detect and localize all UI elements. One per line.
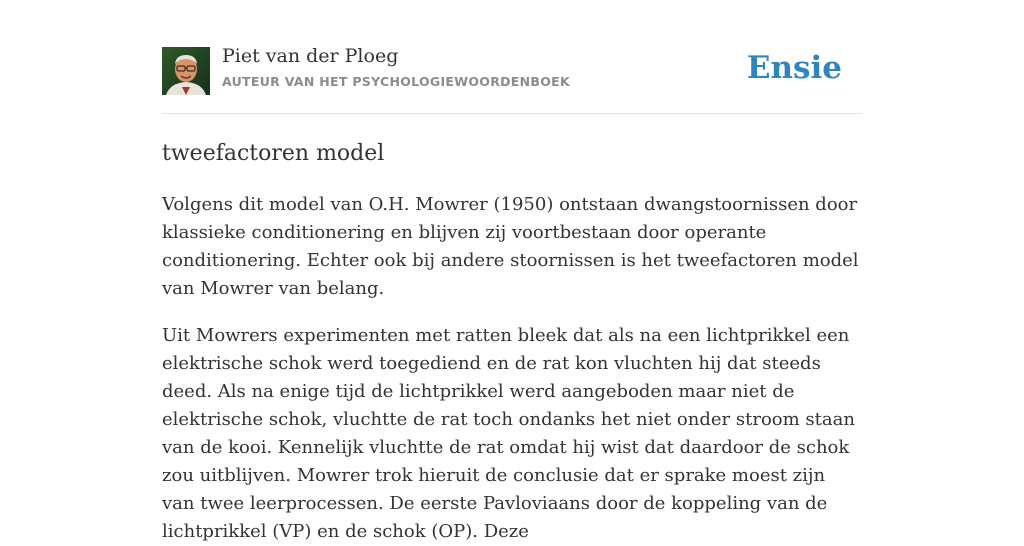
author-avatar[interactable]	[162, 47, 210, 95]
entry-paragraph-2: Uit Mowrers experimenten met ratten bleek dat als na een lichtprikkel een elektrische schok werd toegediend en de rat kon vluchten hij dat steeds deed. Als na enige tijd de lichtprikkel werd aangeboden maar niet de elektrische schok, vluchtte de rat toch ondanks het niet onder stroom staan van de kooi. Kennelijk vluchtte de rat omdat hij wist dat daardoor de schok zou uitblijven. Mowrer trok hieruit de conclusie dat er sprake moest zijn van twee leerprocessen. De eerste Pavloviaans door de koppeling van de lichtprikkel (VP) en de schok (OP). Deze	[162, 325, 855, 542]
author-header	[162, 0, 862, 114]
ensie-logo[interactable]: Ensie	[746, 50, 842, 86]
entry-paragraph-1: Volgens dit model van O.H. Mowrer (1950) ontstaan dwangstoornissen door klassieke conditionering en blijven zij voortbestaan door operante conditionering. Echter ook bij andere stoornissen is het tweefactoren model van Mowrer van belang.	[162, 194, 859, 299]
author-name[interactable]: Piet van der Ploeg	[222, 45, 399, 67]
article-container	[162, 0, 862, 546]
entry-title: tweefactoren model	[162, 141, 385, 166]
author-photo-icon	[162, 47, 210, 95]
author-subtitle: AUTEUR VAN HET PSYCHOLOGIEWOORDENBOEK	[222, 74, 570, 89]
